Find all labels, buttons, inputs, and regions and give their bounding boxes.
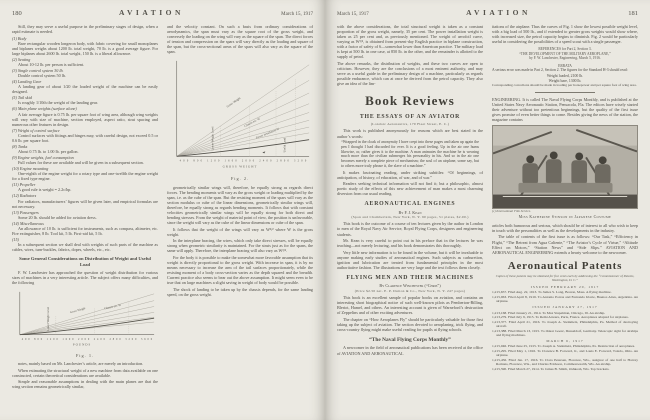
fig1-line-label: Gross Weight <box>69 306 86 315</box>
review-publisher: (Spon and Chamberlain, New York, N. Y. 90 pages, 51 plates, $2.00.) <box>351 215 469 220</box>
fig1-x-ticks: 400 800 1200 1600 2000 2400 2800 3200 3600 <box>21 338 153 342</box>
patent-entry: 1,215,963. Filed April 8, 1916. To Antonio Porras and Fernando Iriarte, Buenos Aires, Argentina. An airplane. <box>492 294 638 304</box>
fig2-line-label: Chassis etc. W <box>243 116 261 129</box>
review-paragraphs <box>337 295 483 332</box>
fig2-line-label: Lower Weight Level <box>210 126 215 151</box>
review-quote: “Wrapped in the cloak of anonymity I have crept into these pages and taken up again the pen I thought I had discarded for ever. It is a good feeling. Up in the air one hums likewise, or, rather gives it to the machine. A man animates the machine he is wearing much more than the civilian submerges his personality in his. And so in the air one becomes merely a complete piece of mechanism; the soul of an airplane, some say, but to others more truly phrase it, the slave of a machine.” <box>341 140 479 168</box>
patent-entry: 1,215,456. Filed Jan. 17, 1916. To Clara Petersen, Florence, Wis., assignor of one half to Harvey Romans, Florence, Wis., and Charles Erickson, Commonwealth, Wis. An airship. <box>492 357 638 367</box>
patent-date-heading: ISSUED JANUARY 27, 1917 <box>532 305 598 310</box>
list-item-label: (15) <box>12 236 19 242</box>
list-item-text: About 0.75 lb. to 1.00 lb. per gallon. <box>18 148 79 154</box>
list-item-label: (3) Single control system 30 lb. <box>12 68 64 73</box>
figure-1-caption: Fig. 1. <box>75 352 95 358</box>
patent-entry: 1,215,295. Filed May 1, 1916. To Clarence B. Forward, Jr., and Louis E. Forward, Toledo, Ohio. An airplane. <box>492 349 638 358</box>
list-item-text: One-eighth of the engine weight for a rotary type and one-twelfth the engine weight for a fixed type engine. <box>12 171 158 182</box>
paragraph: When estimating the structural weight of a new machine from data available on one constructed, certain theoretical considerations are available. <box>12 367 158 378</box>
patent-date-heading: ISSUED FEBRUARY 20, 1917 <box>530 285 600 290</box>
patents-list <box>492 285 638 371</box>
column-2-paragraphs <box>167 185 313 297</box>
paragraph: For the body it is possible to make the somewhat more favorable assumption that its weight is directly proportional to the gross weight. With increase in span, it is by no means necessary to increase the arm of the tail surfaces proportionately, while the resisting moment of a body cross-section varies as the depth squared and the breadth. Current practice also seems to bear out the above assumption. It might seem even to be true that on large machines a slight saving in weight of body would be possible. <box>167 254 313 286</box>
fig2-line-label: Useful Load <box>282 138 287 153</box>
page-right-header <box>337 8 638 17</box>
figure-1 <box>12 288 158 351</box>
right-page-column-2 <box>492 24 638 400</box>
errata-weight-bare: Weight bare, 1300 lb. <box>548 78 582 83</box>
errata-weight-loaded: Weight loaded, 2100 lb. <box>546 74 584 79</box>
references-block <box>492 47 638 60</box>
review-title: AERONAUTICAL ENGINES <box>364 201 456 208</box>
paragraph: This book is an excellent sample of popular books on aviation, and contains an interesting short biographical notice of such well-known pilots as Pemberton-Billing, Bleriot, Hamel, and others. An interesting account is given of Warneford’s destruction of Zeppelins and of other exciting adventures. <box>337 294 483 316</box>
errata-note: Corresponding corrections should be made in loading per horsepower and per square foot of wing area. <box>492 83 637 88</box>
list-item-text: Bare rectangular wooden longeron body, with fabric covering for small monoplanes and biplanes weighs about 1200 lb. total weight, 70 lb. is a good average figure. For large biplanes about 2600 lb. total weight, 150 lb. is a liberal allowance. <box>12 40 158 56</box>
paragraph: ENGINEERING. It is called The Naval Flying Corps Monthly, and is published at the United States Navy Aeronautic Station, Pensacola, Fla. The editors have wisely started their adventure without too pretentious beginnings, but the quality of the first issue gives promise of even better things to come. Besides giving the news of the station, the magazine contains <box>492 96 638 122</box>
figure-2-chart <box>167 57 313 174</box>
paragraph: The shock of landing to be taken up by the chassis depends, for the same landing speed, on the gross weight. <box>167 286 313 297</box>
list-item-text: For radiators, manufacturers’ figures will be given later, and empirical formulas are not necessary. <box>12 198 158 209</box>
review-paragraphs <box>337 221 483 270</box>
review-title: FLYING MEN AND THEIR MACHINES <box>346 274 474 281</box>
paragraph: geometrically similar wings will, therefore, be equally strong as regards direct forces. The bending moments will vary as the gross weight or loading multiplied by the span, i.e. as the cube of the span. But the resisting moment of the spars will vary as the section modulus or cube of the linear dimensions, geometrically similar wings will, therefore, be equally strong as regards bending moments. It follows that with constant velocities geometrically similar wings will be equally strong for both direct and bending stresses. From the weight of material point of view, the position is unfavorable, since the weight will vary as the cube of the linear dimensions or cube of the span. <box>167 184 313 226</box>
masthead: AVIATION <box>119 8 184 17</box>
paragraph: Simple and reasonable assumptions in dealing with the main planes are that the wing section remains geometrically similar, <box>12 379 158 390</box>
patent-entry: 1,213,168. Filed January 21, 1914. To Max Stupelman, Chicago, Ill. An airship. <box>492 310 606 315</box>
photo-caption: Miss Katherine Stinson in Japanese Costume <box>518 215 612 220</box>
references-label: REFERENCES for Part 2, Section 3. <box>538 47 592 52</box>
after-figure-paragraphs <box>12 361 158 389</box>
list-item-text: An allowance of 10 lb. is sufficient for instruments, such as compass, altimeter, etc. Fire extinguisher, 8 lb. Tool kit, 5 lb. First-aid kit, 5 lb. <box>12 225 158 236</box>
list-item-label: (8) Tanks <box>12 143 28 149</box>
paragraph: This work is published anonymously for reasons which are best stated in the author’s words: <box>337 128 483 139</box>
section-divider <box>535 92 595 93</box>
paragraph: In the interplane bracing, the wires, which only take direct stresses, will be equally strong when geometric similarity is maintained. For the struts just as for the spans, the same will apply. Therefore, the interplane bracing will also vary as W³/². <box>167 238 313 254</box>
list-item-label: (13) Passengers <box>12 209 39 215</box>
paragraph: F. W. Lanchester has approached the question of weight distribution for various sizes of machines in a very interesting article. The subject offers many difficulties, and the following <box>12 270 158 286</box>
left-page-column-1 <box>12 24 158 400</box>
patent-entry: 1,215,590. Filed March 27, 1914. To James B. Smith, Oshkosh, Wis. Top brackets. <box>492 366 610 371</box>
photo-credit: (c) International Film Service. <box>492 209 531 214</box>
patent-date-heading: MARCH 6, 1917 <box>546 339 584 344</box>
list-item-text: A landing gear of about 1/20 the loaded weight of the machine can be easily designed. <box>12 84 158 95</box>
list-item-label: (5) Tail skid <box>12 95 32 101</box>
fig2-x-ticks: 400 800 1200 1600 2000 2400 2800 3200 <box>179 160 307 164</box>
issue-date: March 15, 1917 <box>337 12 369 17</box>
list-item-text: A fair average figure is 0.75 lb. per square foot of wing area, although wing weights will vary with size of machine, section employed, aspect ratio, strut spacing and numerous other features in design. <box>12 111 158 127</box>
fig1-line-label: Chassis etc. W <box>103 303 122 311</box>
book-reviews-heading: Book Reviews <box>365 93 455 109</box>
page-left-header <box>12 8 313 17</box>
issue-date: March 15, 1917 <box>281 12 313 17</box>
paragraph: Readers seeking technical information will not find it; but a philosophic, almost poetic study of the effects of this new achievement of man makes a most charming diversion from our usual reading. <box>337 181 483 197</box>
paragraph: It makes fascinating reading, under striking subtitles: “Of beginnings, of anticipation, of history, of education, of war, and of war.” <box>337 169 483 180</box>
reference-source: by F. W. Lanchester, Engineering, March 5, 1916. <box>529 56 601 61</box>
photo-image <box>493 126 637 208</box>
figure-2-caption: Fig. 2. <box>230 176 250 182</box>
list-item-label: (12) Radiators <box>12 193 37 199</box>
fig2-line-label: Power Installation W <box>255 127 280 141</box>
review-publisher: (London: Aeronautics, 170 Fleet Street, E. C.) <box>370 122 450 127</box>
list-item-text: Control surfaces with fittings and hinges may, with careful design, not exceed 0.5 or 0.6 lb. per square foot. <box>12 132 158 143</box>
figure-1-chart <box>12 288 158 350</box>
review-flying-men <box>337 275 483 332</box>
review-author: By Clarence Winchester (“Chris”) <box>379 283 441 289</box>
review-author: By F. J. Kean <box>398 209 422 215</box>
errata-intro: A serious error was made in Part 2, Section 2. The figures for the Standard H-3 should read: <box>492 68 628 73</box>
left-page-column-2 <box>167 24 313 400</box>
page-number: 181 <box>628 10 638 17</box>
list-item-label: (4) Landing Gear <box>12 79 42 85</box>
paragraph: Still, they may serve a useful purpose in the preliminary stages of design, when a rapid estimate is needed. <box>12 24 158 35</box>
paragraph: A newcomer in the field of aeronautical publications has been received at the office of AVIATION AND AERONAUTICAL <box>337 345 483 356</box>
patents-note: Copies of these patents may be obtained for five cents each by addressing the “Commissioner of Patents, Washington, D. C.” <box>495 274 635 283</box>
list-item-text: Is roughly 1/10th the weight of the landing gear. <box>18 100 98 106</box>
review-aeronautical-engines <box>337 201 483 270</box>
fig2-line-label: Gross Weight <box>225 96 242 109</box>
paragraph: The chapter on “How Aeroplanes Fly” should be particularly valuable for those first taking up the subject of aviation. The section devoted to aeroplaning, trick flying, and cross-country flying might make useful reading for pupils at flying schools. <box>337 316 483 332</box>
errata-block <box>492 64 638 88</box>
fig2-x-axis-label: GROSS WEIGHT <box>222 164 258 169</box>
list-item-label: (10) Engine mounting <box>12 166 49 172</box>
list-item-label: (2) Seating <box>12 56 31 62</box>
page-right <box>325 0 650 420</box>
list-item-text: Double control system 50 lb. <box>18 73 66 79</box>
errata-label: ERRATA <box>558 63 572 68</box>
aeronautical-patents-heading: Aeronautical Patents <box>507 259 623 272</box>
masthead: AVIATION <box>466 8 531 17</box>
paragraph: It follows that the weight of the wings will vary as W³/² where W is the gross weight. <box>167 226 313 237</box>
figure-2 <box>167 57 313 175</box>
paragraph: The above remarks, the distribution of weights, and these two curves are open to criticism. However, they are the conclusions of a most eminent authority, and may serve as a useful guide in the preliminary design of a machine, particularly as regards possible endurance, which can at once be derived from the petrol capacity. They also give an idea of the lim- <box>337 60 483 87</box>
list-item-label: (1) Body <box>12 35 27 41</box>
list-item-text: Some 20 lb. should be added for aviation dress. <box>18 214 97 220</box>
paragraph: The table of contents of the first issue is as follows: “Our Task,” “Efficiency in Flight,” “The Retreat from Agua Caliente,” “The Aviator’s Cycle of Virtue,” “Altitude Effect on Motors,” “Station News” and “Side Slips.” AVIATION AND AERONAUTICAL ENGINEERING extends a hearty welcome to the newcomer. <box>492 234 638 255</box>
reference-title: “THE DEVELOPMENT OF THE MILITARY AEROPLANE,” <box>519 51 611 56</box>
weights-item-list <box>12 24 158 252</box>
paragraph: Very little new information is to be found in the volume, but it will be invaluable to anyone making early studies of aeronautical engines. Such subjects as carburetion, ignition and lubrication are treated from fundamental principles in the most authoritative fashion. The illustrations are very large and the text follows them closely. <box>337 249 483 270</box>
list-item-label: (7) Weight of control surface <box>12 127 60 133</box>
paragraph: itations of the airplane. Thus the curves of Fig. 1 show the lowest possible weight level, with a big load of 500 lb., and if extended to greater gross weights would show where, with increased size, the petrol capacity begins to diminish. Fig. 2 would be particularly useful in considering the possibilities of a speed scout with a single passenger. <box>492 24 638 45</box>
list-item-text: About 10-12 lb. per person is sufficient. <box>18 61 85 67</box>
review-publisher: (Price $2.50 net. E. P. Dutton & Co., New York, N. Y. 247 pages) <box>354 288 466 293</box>
list-item-label: (11) Propeller <box>12 182 36 188</box>
naval-monthly-heading: “The Naval Flying Corps Monthly” <box>369 336 451 343</box>
list-item-label: (9) Engine weights, fuel consumption <box>12 155 74 160</box>
fig1-x-axis-label: POUNDS <box>72 342 92 347</box>
section-heading: Some General Considerations on Distribution of Weight and Useful Load <box>19 256 151 267</box>
right-page-column-1 <box>337 24 483 400</box>
patent-entry: 1,213,377. Filed April 21, 1916. To Joseph A. Steinmetz, Philadelphia, Pa. Method of destroying aircraft. <box>492 319 638 329</box>
paragraph: articles both humorous and serious, which should be of interest to all who wish to keep in touch with the personalities as well as the developments in the industry. <box>492 222 638 233</box>
list-item-text: Full values for these are available and will be given in a subsequent section. <box>18 160 144 166</box>
fig1-line-label: Lower Weight Level <box>45 307 50 332</box>
review-essays-of-an-aviator <box>337 114 483 196</box>
paragraph: This book is the outcome of a course of ten lectures given by the author in London to men of the Royal Navy Air Service, Royal Flying Corps, designers and engineering students. <box>337 221 483 237</box>
paragraph: Mr. Kean is very careful to point out in his preface that in the lectures he was teaching—not merely lecturing, and his book demonstrates this thoroughly. <box>337 238 483 249</box>
list-item-label: (6) Main plane weights (surface alone) <box>12 106 77 112</box>
patent-entry: 1,215,046. Filed June 25, 1915. To Joseph A. Steinmetz, Philadelphia, Pa. Destruction of aeroplanes. <box>492 344 636 349</box>
patent-entry: 1,213,279. Filed July 9, 1915. To Remi Arnoux, Paris, France. Aeroplanes adapted for airplanes. <box>492 315 629 320</box>
list-item-label: (14) Miscellaneous <box>12 220 44 226</box>
paragraph: and the velocity constant. On such a basis from ordinary considerations of aerodynamics, the span must vary as the square root of the gross weight, and conversely the loading on the wing will vary as the square of the span. The direct forces of tension and compression on the spars will vary directly as the loading and square of the span, but the cross-sectional areas of the spars will also vary as the square of the span. <box>167 24 313 55</box>
continuation-paragraphs <box>337 24 483 86</box>
paragraph: notes, mainly based on Mr. Lanchester’s article, are merely an introduction. <box>18 361 144 366</box>
paragraph: with the above considerations, the total structural weight is taken as a constant proportion of the gross weight, namely, 35 per cent. The power installation weight is taken as 25 per cent and, as previously mentioned. The weight of aerofoil curve, varying as W³/², is obtained from present-day English practice in biplane construction, with a factor of safety of 6—somewhat lower than American practice. The military load is kept at 500 lb. in one case, at 850 lb. in the other, and the remainder is allotted to the supply of petrol. <box>337 24 483 60</box>
patent-entry: 1,213,388. Filed March 13, 1915. To Oskar Goerz, Dusseldorf, Germany. Telescopic sight for airships and flying machines. <box>492 328 638 337</box>
list-item-text: In a subsequent section we shall deal with weights of such parts of the machine as cables, wires, turn-buckles, fabrics, dopes, wheels, etc., etc. <box>12 242 158 253</box>
list-item-text: A good rule is weight = 2.2c/hp. <box>18 187 72 193</box>
page-number: 180 <box>12 10 22 17</box>
patent-entry: 1,215,657. Filed Aug. 22, 1913. To James S. Long, Boston, Mass. A flying machine. <box>492 290 612 295</box>
review-title: THE ESSAYS OF AN AVIATOR <box>359 114 461 121</box>
photo-katherine-stinson <box>492 125 638 209</box>
